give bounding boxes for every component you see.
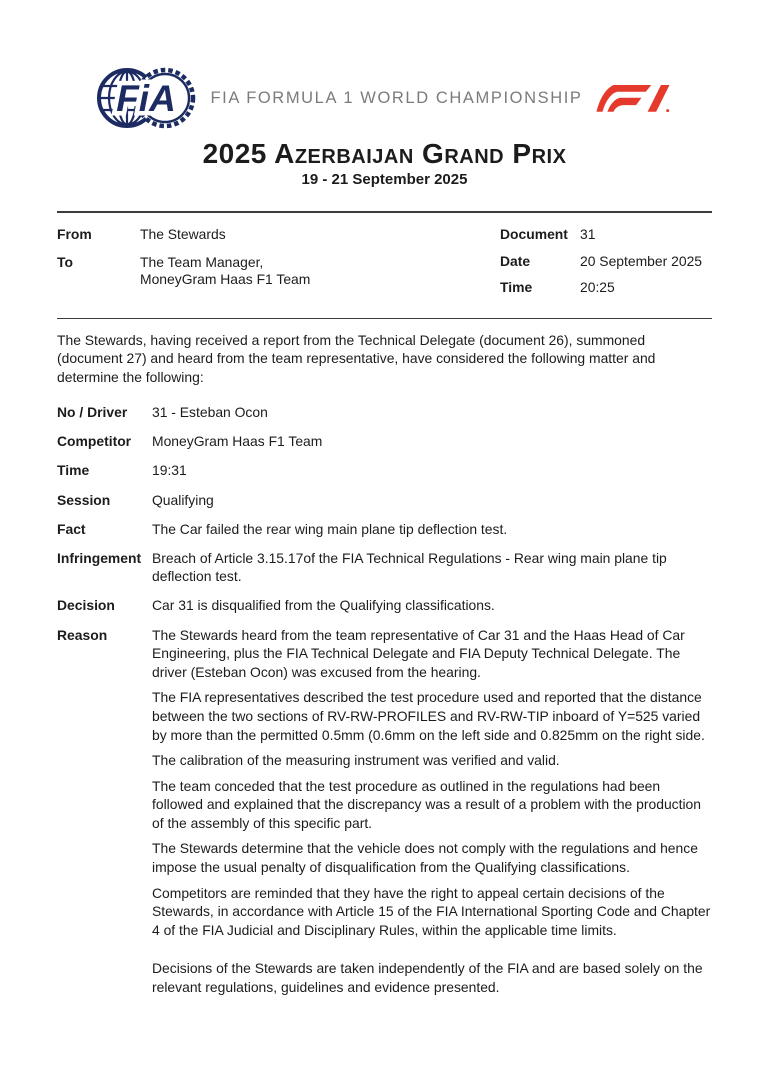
fia-logo-text: FiA bbox=[116, 78, 176, 119]
to-line-1: The Team Manager, bbox=[140, 253, 264, 270]
field-value: Car 31 is disqualified from the Qualifying classifications. bbox=[152, 597, 495, 614]
meta-from-to bbox=[57, 226, 500, 297]
field-value: 19:31 bbox=[152, 462, 187, 479]
document-header bbox=[57, 0, 712, 132]
meta-document-info bbox=[500, 226, 712, 297]
field-label: Infringement bbox=[57, 549, 142, 566]
field-label: Reason bbox=[57, 626, 108, 643]
decision-fields bbox=[57, 403, 712, 1003]
field-value: MoneyGram Haas F1 Team bbox=[152, 433, 323, 450]
event-dates: 19 - 21 September 2025 bbox=[301, 171, 468, 188]
reason-paragraph-independence-note: Decisions of the Stewards are taken independently of the FIA and are based solely on the relevant regulations, guidelines and evidence presented. bbox=[152, 960, 703, 996]
reason-paragraph: The Stewards heard from the team representative of Car 31 and the Haas Head of Car Engineering, plus the FIA Technical Delegate and FIA Deputy Technical Delegate. The driver (Esteban Ocon) was excused from the hearing. bbox=[152, 626, 685, 680]
field-label: Session bbox=[57, 491, 111, 508]
document-value: 31 bbox=[580, 226, 596, 242]
field-row-driver bbox=[57, 403, 712, 422]
from-label: From bbox=[57, 226, 92, 242]
reason-paragraph: Competitors are reminded that they have the right to appeal certain decisions of the Stewards, in accordance with Article 15 of the FIA International Sporting Code and Chapter 4 of the FIA Judicial and Disciplinary Rules, within the applicable time limits. bbox=[152, 884, 711, 938]
to-label: To bbox=[57, 253, 73, 270]
field-row-decision bbox=[57, 596, 712, 615]
field-row-session bbox=[57, 491, 712, 510]
reason-paragraph: The team conceded that the test procedure as outlined in the regulations had been followed and explained that the discrepancy was a result of a problem with the production of the assembly of this specific part. bbox=[152, 777, 702, 831]
to-value bbox=[140, 254, 500, 289]
field-row-infringement bbox=[57, 549, 712, 586]
from-value: The Stewards bbox=[140, 226, 226, 242]
document-label: Document bbox=[500, 226, 568, 242]
time-label: Time bbox=[500, 279, 533, 295]
field-label: Fact bbox=[57, 520, 86, 537]
field-row-time bbox=[57, 461, 712, 480]
field-label: Time bbox=[57, 462, 90, 479]
reason-paragraph: The calibration of the measuring instrument was verified and valid. bbox=[152, 752, 560, 769]
field-label: Competitor bbox=[57, 433, 132, 450]
field-label: Decision bbox=[57, 597, 115, 614]
field-row-fact bbox=[57, 520, 712, 539]
field-value: Breach of Article 3.15.17of the FIA Technical Regulations - Rear wing main plane tip deflection test. bbox=[152, 549, 667, 585]
meta-table bbox=[57, 211, 712, 319]
reason-paragraphs bbox=[152, 626, 712, 1004]
time-value: 20:25 bbox=[580, 279, 615, 295]
reason-paragraph: The FIA representatives described the test procedure used and reported that the distance between the two sections of RV-RW-PROFILES and RV-RW-TIP inboard of Y=525 varied by more than the permitted 0.5mm (0.6mm on the left side and 0.825mm on the right side. bbox=[152, 689, 705, 743]
to-line-2: MoneyGram Haas F1 Team bbox=[140, 271, 311, 287]
field-row-competitor bbox=[57, 432, 712, 451]
reason-paragraph: The Stewards determine that the vehicle does not comply with the regulations and hence impose the usual penalty of disqualification from the Qualifying classifications. bbox=[152, 840, 698, 876]
f1-logo bbox=[596, 83, 670, 113]
field-value: Qualifying bbox=[152, 491, 214, 508]
date-value: 20 September 2025 bbox=[580, 252, 703, 269]
field-label: No / Driver bbox=[57, 404, 128, 421]
championship-title: FIA FORMULA 1 WORLD CHAMPIONSHIP bbox=[210, 88, 583, 107]
date-label: Date bbox=[500, 252, 531, 269]
field-value: 31 - Esteban Ocon bbox=[152, 404, 268, 421]
field-value: The Car failed the rear wing main plane tip deflection test. bbox=[152, 520, 508, 537]
fia-logo bbox=[97, 65, 197, 131]
field-row-reason bbox=[57, 626, 712, 1004]
intro-paragraph: The Stewards, having received a report from the Technical Delegate (document 26), summoned (document 27) and heard from the team representative, have considered the following matter and determine the following: bbox=[57, 331, 656, 385]
event-title: 2025 Azerbaijan Grand Prix bbox=[202, 138, 567, 169]
